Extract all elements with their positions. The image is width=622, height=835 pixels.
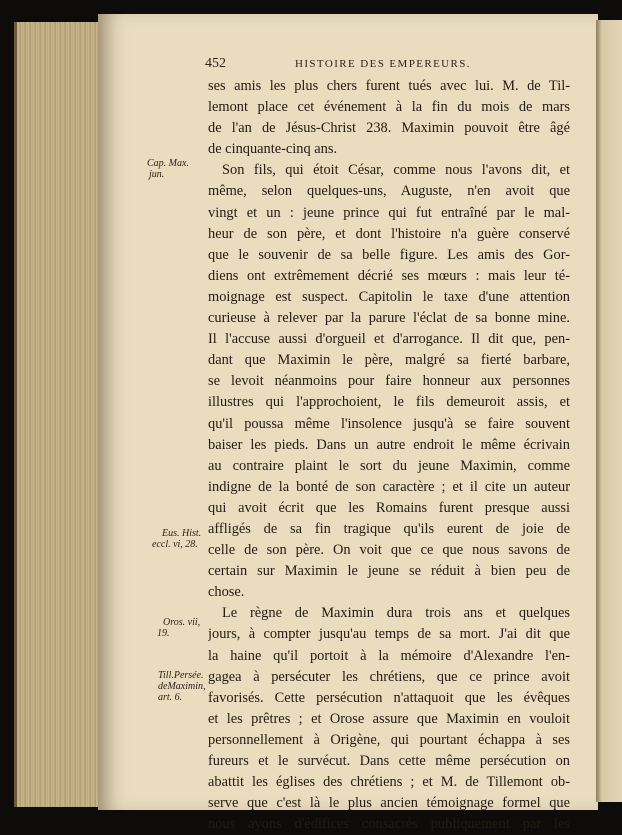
text-line: celle de son père. On voit que ce que nous savons de	[208, 542, 570, 559]
text-line: jours, à compter jusqu'au temps de sa mort. J'ai dit que	[208, 626, 570, 643]
text-line: la haine qu'il portoit à la mémoire d'Alexandre l'en-	[208, 647, 570, 664]
text-line: nous ayons d'édifices consacrés publiquement par les	[208, 816, 570, 833]
margin-note	[152, 528, 226, 550]
text-line: Il l'accuse aussi d'orgueil et d'arrogance. Il dit que, pen-	[208, 331, 570, 348]
text-line: Le règne de Maximin dura trois ans et quelques	[222, 605, 570, 622]
text-line: curieuse à relever par la parure l'éclat de sa bonne mine.	[208, 310, 570, 327]
margin-note-line: jun.	[149, 169, 165, 180]
margin-note	[158, 670, 232, 703]
text-line: se levoit néanmoins pour faire honneur aux personnes	[208, 373, 570, 390]
text-line: certain sur Maximin le jeune se réduit à bien peu de	[208, 563, 570, 580]
text-line: gagea à persécuter les chrétiens, que ce prince avoit	[208, 668, 570, 685]
margin-note-line: Till.Persée.	[158, 670, 204, 681]
running-head: HISTOIRE DES EMPEREURS.	[295, 58, 471, 70]
text-line: vingt et un : jeune prince qui fut entraîné par le mal-	[208, 204, 570, 221]
text-line: baiser les pieds. Dans un autre endroit le même écrivain	[208, 436, 570, 453]
text-line: de cinquante-cinq ans.	[208, 141, 338, 158]
text-line: ses amis les plus chers furent tués avec lui. M. de Til-	[208, 78, 570, 94]
margin-note-line: art. 6.	[158, 692, 183, 703]
text-line: fureurs et le survécut. Dans cette même persécution on	[208, 753, 570, 769]
text-line: de l'an de Jésus-Christ 238. Maximin pouvoit être âgé	[208, 120, 570, 137]
text-line: diens ont extrêmement décrié ses mœurs : mais leur té-	[208, 267, 570, 284]
text-line: lemont place cet événement à la fin du mois de mars	[208, 99, 570, 116]
text-line: personnellement à Origène, qui pourtant échappa à ses	[208, 731, 570, 748]
margin-note	[147, 158, 221, 180]
page-header	[205, 58, 571, 76]
text-line: même, selon quelques-uns, Auguste, n'en avoit que	[208, 183, 570, 200]
text-line: que le souvenir de sa belle figure. Les amis des Gor-	[208, 246, 570, 263]
text-line: affligés de sa fin tragique qu'ils eurent de joie de	[208, 520, 570, 537]
margin-note-line: deMaximin,	[158, 681, 206, 692]
margin-note-line: 19.	[157, 628, 170, 639]
text-line: moignage est suspect. Capitolin le taxe d'une attention	[208, 288, 570, 305]
facing-page-edge	[596, 20, 622, 802]
text-line: chose.	[208, 584, 245, 601]
body-text	[208, 76, 570, 835]
margin-note	[157, 617, 231, 639]
text-line: qui avoit écrit que les Romains furent presque aussi	[208, 499, 570, 516]
text-line: Son fils, qui étoit César, comme nous l'avons dit, et	[222, 162, 570, 179]
text-line: et les prêtres ; et Orose assure que Maximin en vouloit	[208, 710, 570, 727]
page-number: 452	[205, 56, 226, 71]
text-line: qu'il poussa même l'insolence jusqu'à se faire souvent	[208, 415, 570, 432]
margin-note-line: Cap. Max.	[147, 158, 189, 169]
margin-note-line: eccl. vi, 28.	[152, 539, 198, 550]
text-line: serve que c'est là le plus ancien témoignage formel que	[208, 795, 570, 812]
text-line: abattit les églises des chrétiens ; et M. de Tillemont ob-	[208, 774, 570, 791]
text-line: illustres qui l'approchoient, le fils demeuroit assis, et	[208, 394, 570, 411]
margin-note-line: Eus. Hist.	[162, 528, 202, 539]
text-line: favorisés. Cette persécution n'attaquoit que les évêques	[208, 689, 570, 706]
text-line: dant que Maximin le père, malgré sa fierté barbare,	[208, 352, 570, 369]
text-line: au contraire plaint le sort du jeune Maximin, comme	[208, 457, 570, 474]
text-line: indigne de la bonté de son caractère ; et il cite un auteur	[208, 478, 570, 495]
margin-note-line: Oros. vii,	[163, 617, 201, 628]
text-line: heur de son père, et dont l'histoire n'a guère conservé	[208, 225, 570, 242]
